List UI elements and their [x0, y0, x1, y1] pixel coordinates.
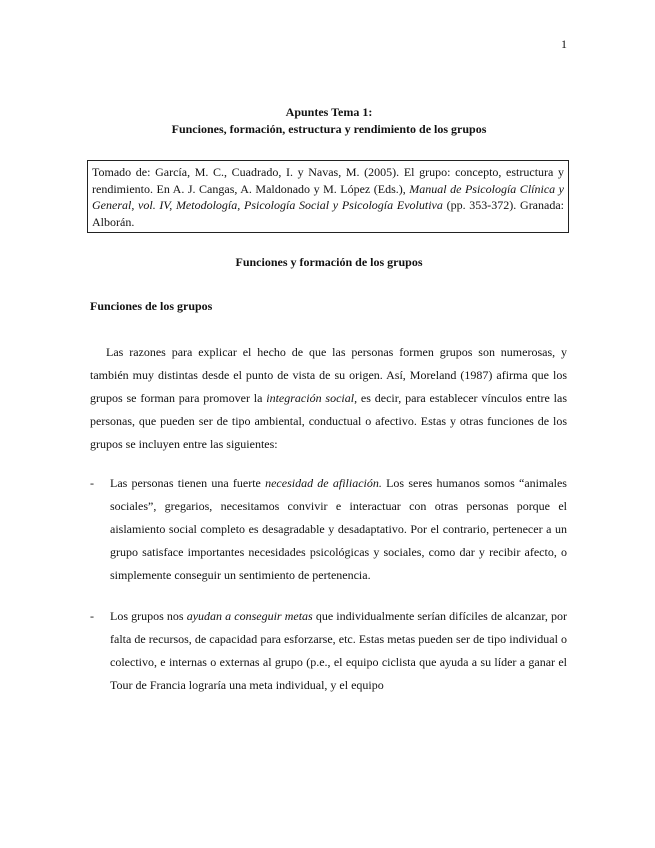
intro-text: Las razones para explicar el hecho de que las personas formen grupos son numerosas, y también muy distintas desde el punto de vista de su origen. Así, Moreland (1987) afirma que los grupos se forman para promover la	[90, 345, 567, 405]
citation-box	[87, 160, 569, 233]
list-item-emphasis: necesidad de afiliación.	[265, 476, 382, 490]
list-dash: -	[90, 609, 94, 623]
intro-paragraph	[90, 341, 567, 456]
list-item-text	[110, 605, 567, 697]
list-item	[90, 472, 567, 587]
page-number: 1	[561, 37, 567, 51]
subsection-heading: Funciones de los grupos	[90, 299, 213, 313]
list-item-text-start: Los grupos nos	[110, 609, 187, 623]
list-item-text-end: Los seres humanos somos “animales sociales”, gregarios, necesitamos convivir e interactuar con otras personas porque el aislamiento social completo es desagradable y desadaptativo. Por el contrario, pertenecer a un grupo satisface importantes necesidades psicológicas y sociales, como dar y recibir afecto, o simplemente conseguir un sentimiento de pertenencia.	[110, 476, 567, 582]
list-item-emphasis: ayudan a conseguir metas	[186, 609, 313, 623]
list-dash: -	[90, 476, 94, 490]
title-line-1: Apuntes Tema 1:	[285, 105, 373, 119]
intro-emphasis: integración social	[266, 391, 355, 405]
citation-text-end: (pp. 353-372). Granada: Alborán.	[92, 198, 564, 229]
citation-text: Tomado de: García, M. C., Cuadrado, I. y Navas, M. (2005). El grupo: concepto, estructura y rendimiento. En A. J. Cangas, A. Maldonado y M. López (Eds.),	[92, 165, 564, 196]
document-title	[90, 104, 568, 138]
title-line-2: Funciones, formación, estructura y rendimiento de los grupos	[171, 122, 487, 136]
list-item-text-end: que individualmente serían difíciles de alcanzar, por falta de recursos, de capacidad para esforzarse, etc. Estas metas pueden ser de tipo individual o colectivo, e internas o externas al grupo (p.e., el equipo ciclista que ayuda a su líder a ganar el Tour de Francia lograría una meta individual, y el equipo	[110, 609, 567, 692]
citation-book-title: Manual de Psicología Clínica y General, vol. IV, Metodología, Psicología Social y Psicología Evolutiva	[92, 181, 564, 212]
list-item-text	[110, 472, 567, 587]
list-item-text-start: Las personas tienen una fuerte	[110, 476, 266, 490]
section-heading: Funciones y formación de los grupos	[235, 255, 423, 269]
list-item	[90, 605, 567, 697]
intro-text-end: , es decir, para establecer vínculos entre las personas, que pueden ser de tipo ambiental, conductual o afectivo. Estas y otras funciones de los grupos se incluyen entre las siguientes:	[90, 391, 567, 451]
